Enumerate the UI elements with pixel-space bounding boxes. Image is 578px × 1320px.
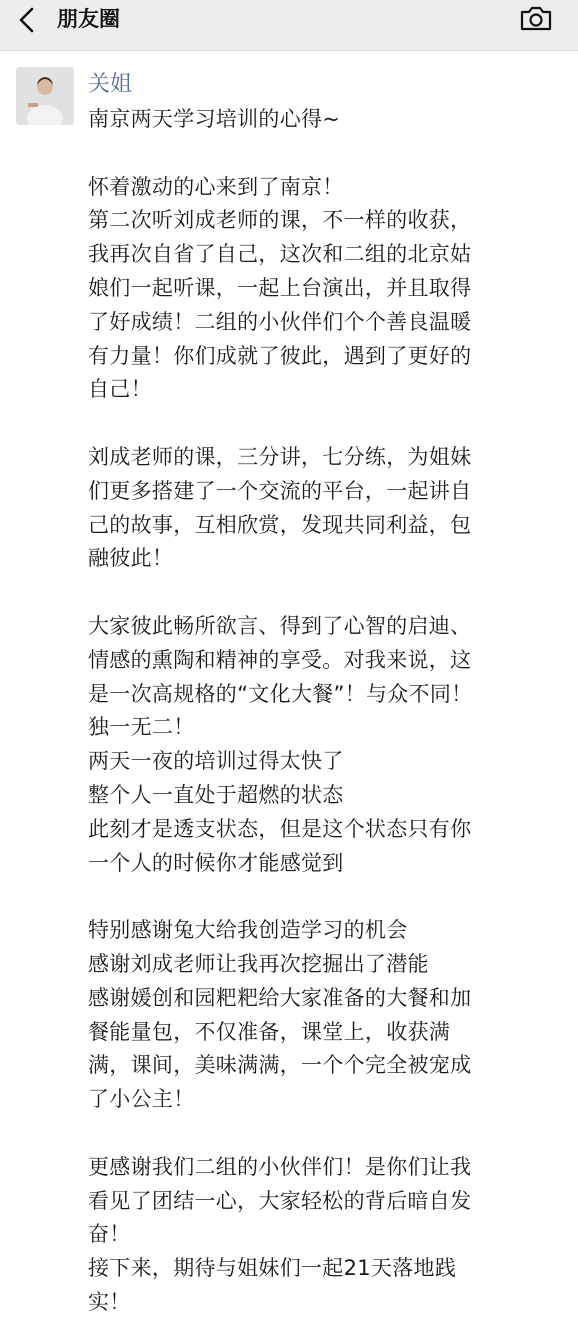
avatar[interactable] <box>16 67 74 125</box>
post-blank-line <box>88 880 543 914</box>
post-line: 娘们一起听课，一起上台演出，并且取得 <box>88 275 472 300</box>
post-line: 奋！ <box>88 1222 131 1247</box>
post-line: 南京两天学习培训的心得~ <box>88 107 341 131</box>
author-name[interactable]: 关姐 <box>88 72 133 97</box>
post-line: 我再次自省了自己，这次和二组的北京姑 <box>88 242 472 267</box>
navigation-bar <box>0 0 578 51</box>
post-line: 有力量！你们成就了彼此，遇到了更好的 <box>88 343 472 368</box>
post-line: 大家彼此畅所欲言、得到了心智的启迪、 <box>88 613 472 638</box>
back-button[interactable] <box>10 3 46 39</box>
post-blank-line <box>88 576 543 610</box>
post-line: 两天一夜的培训过得太快了 <box>88 749 344 774</box>
post-line: 看见了团结一心，大家轻松的背后暗自发 <box>88 1188 472 1213</box>
chevron-left-icon <box>10 3 46 39</box>
post-blank-line <box>88 407 543 441</box>
post-line: 怀着激动的心来到了南京！ <box>88 174 344 199</box>
post-line: 此刻才是透支状态，但是这个状态只有你 <box>88 816 472 841</box>
post-line: 特别感谢兔大给我创造学习的机会 <box>88 918 408 943</box>
post-blank-line <box>88 137 543 171</box>
post-line: 自己！ <box>88 377 152 402</box>
post-line: 整个人一直处于超燃的状态 <box>88 782 344 807</box>
post-line: 接下来，期待与姐妹们一起21天落地践 <box>88 1256 457 1281</box>
post-line: 第二次听刘成老师的课，不一样的收获， <box>88 208 472 233</box>
camera-button[interactable] <box>518 2 554 34</box>
post-line: 了小公主！ <box>88 1087 195 1112</box>
post-line: 融彼此！ <box>88 546 174 571</box>
camera-icon <box>518 2 554 34</box>
post-line: 实！ <box>88 1289 131 1314</box>
post-line: 感谢媛创和园粑粑给大家准备的大餐和加 <box>88 985 472 1010</box>
post-blank-line <box>88 1117 543 1151</box>
post-line: 了好成绩！二组的小伙伴们个个善良温暖 <box>88 309 472 334</box>
post-text <box>88 103 543 1320</box>
moments-feed <box>0 51 578 1314</box>
post-line: 餐能量包，不仅准备，课堂上，收获满 <box>88 1019 451 1044</box>
post-line: 刘成老师的课，三分讲，七分练，为姐妹 <box>88 444 472 469</box>
post-line: 感谢刘成老师让我再次挖掘出了潜能 <box>88 951 429 976</box>
post-line: 情感的熏陶和精神的享受。对我来说，这 <box>88 647 472 672</box>
post-line: 己的故事，互相欣赏，发现共同利益，包 <box>88 512 472 537</box>
post-line: 是一次高规格的“文化大餐”！与众不同！ <box>88 681 473 706</box>
avatar-image <box>16 67 74 125</box>
post-line: 更感谢我们二组的小伙伴们！是你们让我 <box>88 1154 472 1179</box>
post-line: 一个人的时候你才能感觉到 <box>88 850 344 875</box>
post-line: 们更多搭建了一个交流的平台，一起讲自 <box>88 478 472 503</box>
page-title: 朋友圈 <box>57 7 120 31</box>
post-line: 满，课间，美味满满，一个个完全被宠成 <box>88 1053 472 1078</box>
post-line: 独一无二！ <box>88 715 195 740</box>
